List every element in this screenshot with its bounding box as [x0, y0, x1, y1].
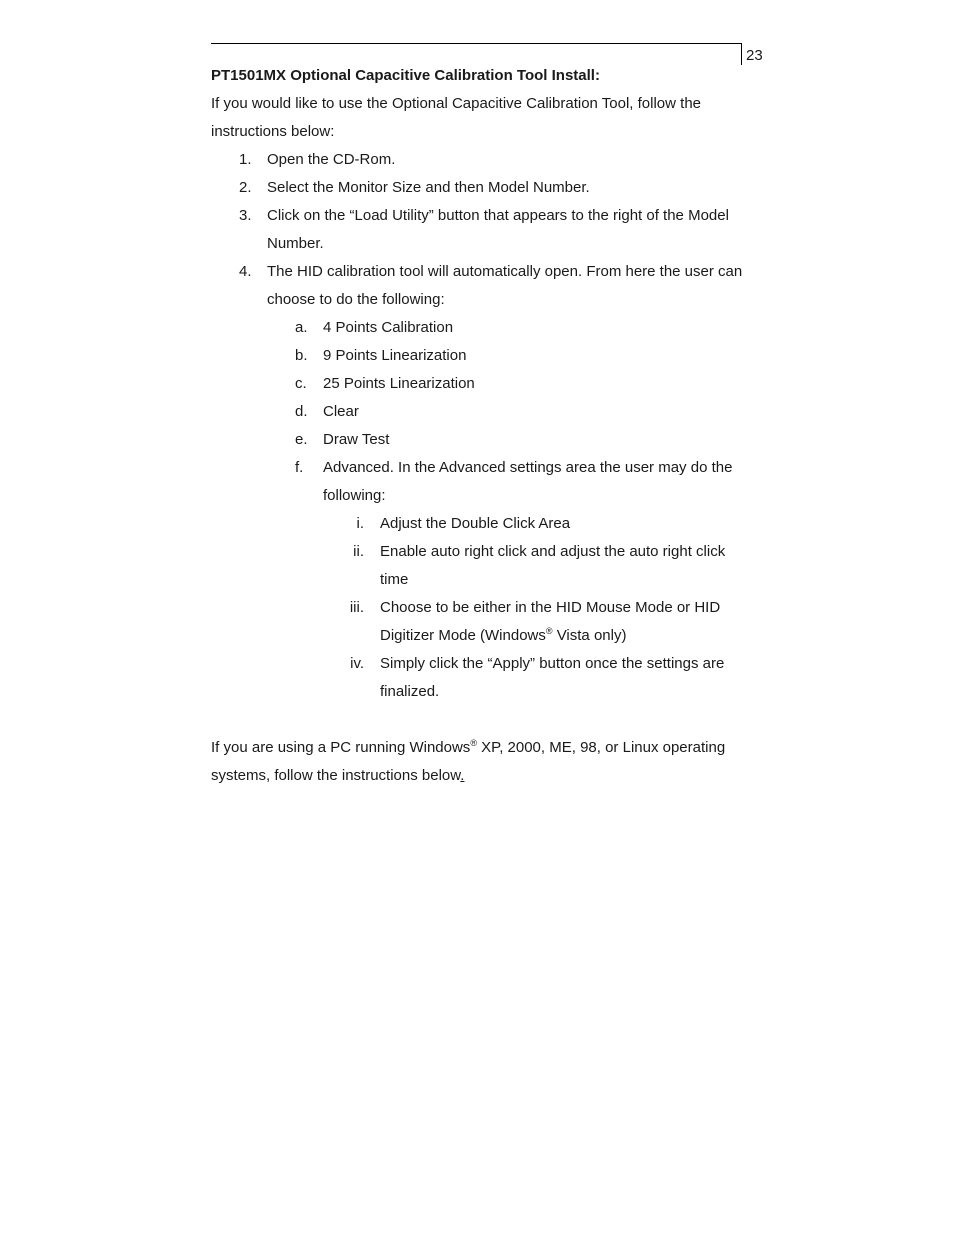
list-item-text: 9 Points Linearization [323, 347, 467, 364]
list-marker: c. [295, 375, 307, 392]
list-item-text: Draw Test [323, 431, 390, 448]
list-item-text: 4 Points Calibration [323, 319, 454, 336]
advanced-list [211, 510, 751, 706]
text-segment: Choose to be either in the HID Mouse Mode or HID Digitizer Mode (Windows [380, 599, 721, 644]
list-item [211, 314, 751, 342]
list-marker: 3. [239, 207, 252, 224]
list-item [211, 426, 751, 454]
list-item-text: Simply click the “Apply” button once the settings are finalized. [380, 655, 725, 700]
steps-list [211, 146, 751, 706]
page-number: 23 [746, 47, 763, 64]
list-item-text: Enable auto right click and adjust the auto right click time [380, 543, 726, 588]
list-item [211, 650, 751, 706]
list-marker: 1. [239, 151, 252, 168]
list-marker: f. [295, 459, 304, 476]
list-item-text: Select the Monitor Size and then Model Number. [267, 179, 590, 196]
list-item-text: Open the CD-Rom. [267, 151, 396, 168]
list-marker: e. [295, 431, 308, 448]
list-item [211, 538, 751, 594]
list-item [211, 202, 751, 258]
list-item-text: Adjust the Double Click Area [380, 515, 571, 532]
closing-paragraph [211, 734, 751, 790]
list-marker: i. [356, 515, 364, 532]
list-item-text: 25 Points Linearization [323, 375, 475, 392]
list-item-text: The HID calibration tool will automatically open. From here the user can choose to do the following: [267, 263, 743, 308]
list-item-text: Click on the “Load Utility” button that appears to the right of the Model Number. [267, 207, 729, 252]
list-marker: iii. [349, 599, 364, 616]
list-marker: a. [295, 319, 308, 336]
section-heading: PT1501MX Optional Capacitive Calibration Tool Install: [211, 67, 600, 84]
header-rule [211, 43, 742, 44]
list-item [211, 510, 751, 538]
text-segment: Vista only) [552, 627, 627, 644]
registered-mark: ® [470, 738, 477, 748]
list-item [211, 146, 751, 174]
list-marker: b. [295, 347, 308, 364]
list-marker: 4. [239, 263, 252, 280]
text-segment: XP, 2000, ME, 98, or Linux operating systems, follow the instructions below [211, 739, 726, 784]
list-item [211, 174, 751, 202]
document-body [211, 62, 751, 790]
options-list [211, 314, 751, 706]
list-marker: 2. [239, 179, 252, 196]
list-item [211, 594, 751, 650]
list-marker: iv. [350, 655, 364, 672]
list-item [211, 342, 751, 370]
list-item-text: Advanced. In the Advanced settings area the user may do the following: [323, 459, 733, 504]
intro-paragraph: If you would like to use the Optional Capacitive Calibration Tool, follow the instructions below: [211, 95, 701, 140]
list-item [211, 258, 751, 706]
list-marker: ii. [353, 543, 364, 560]
blank-line [211, 706, 751, 734]
list-item [211, 454, 751, 706]
registered-mark: ® [545, 626, 553, 636]
list-item-text [380, 594, 751, 650]
list-marker: d. [295, 403, 308, 420]
underlined-period: . [460, 767, 465, 784]
list-item [211, 370, 751, 398]
list-item [211, 398, 751, 426]
list-item-text: Clear [323, 403, 359, 420]
text-segment: If you are using a PC running Windows [211, 739, 471, 756]
